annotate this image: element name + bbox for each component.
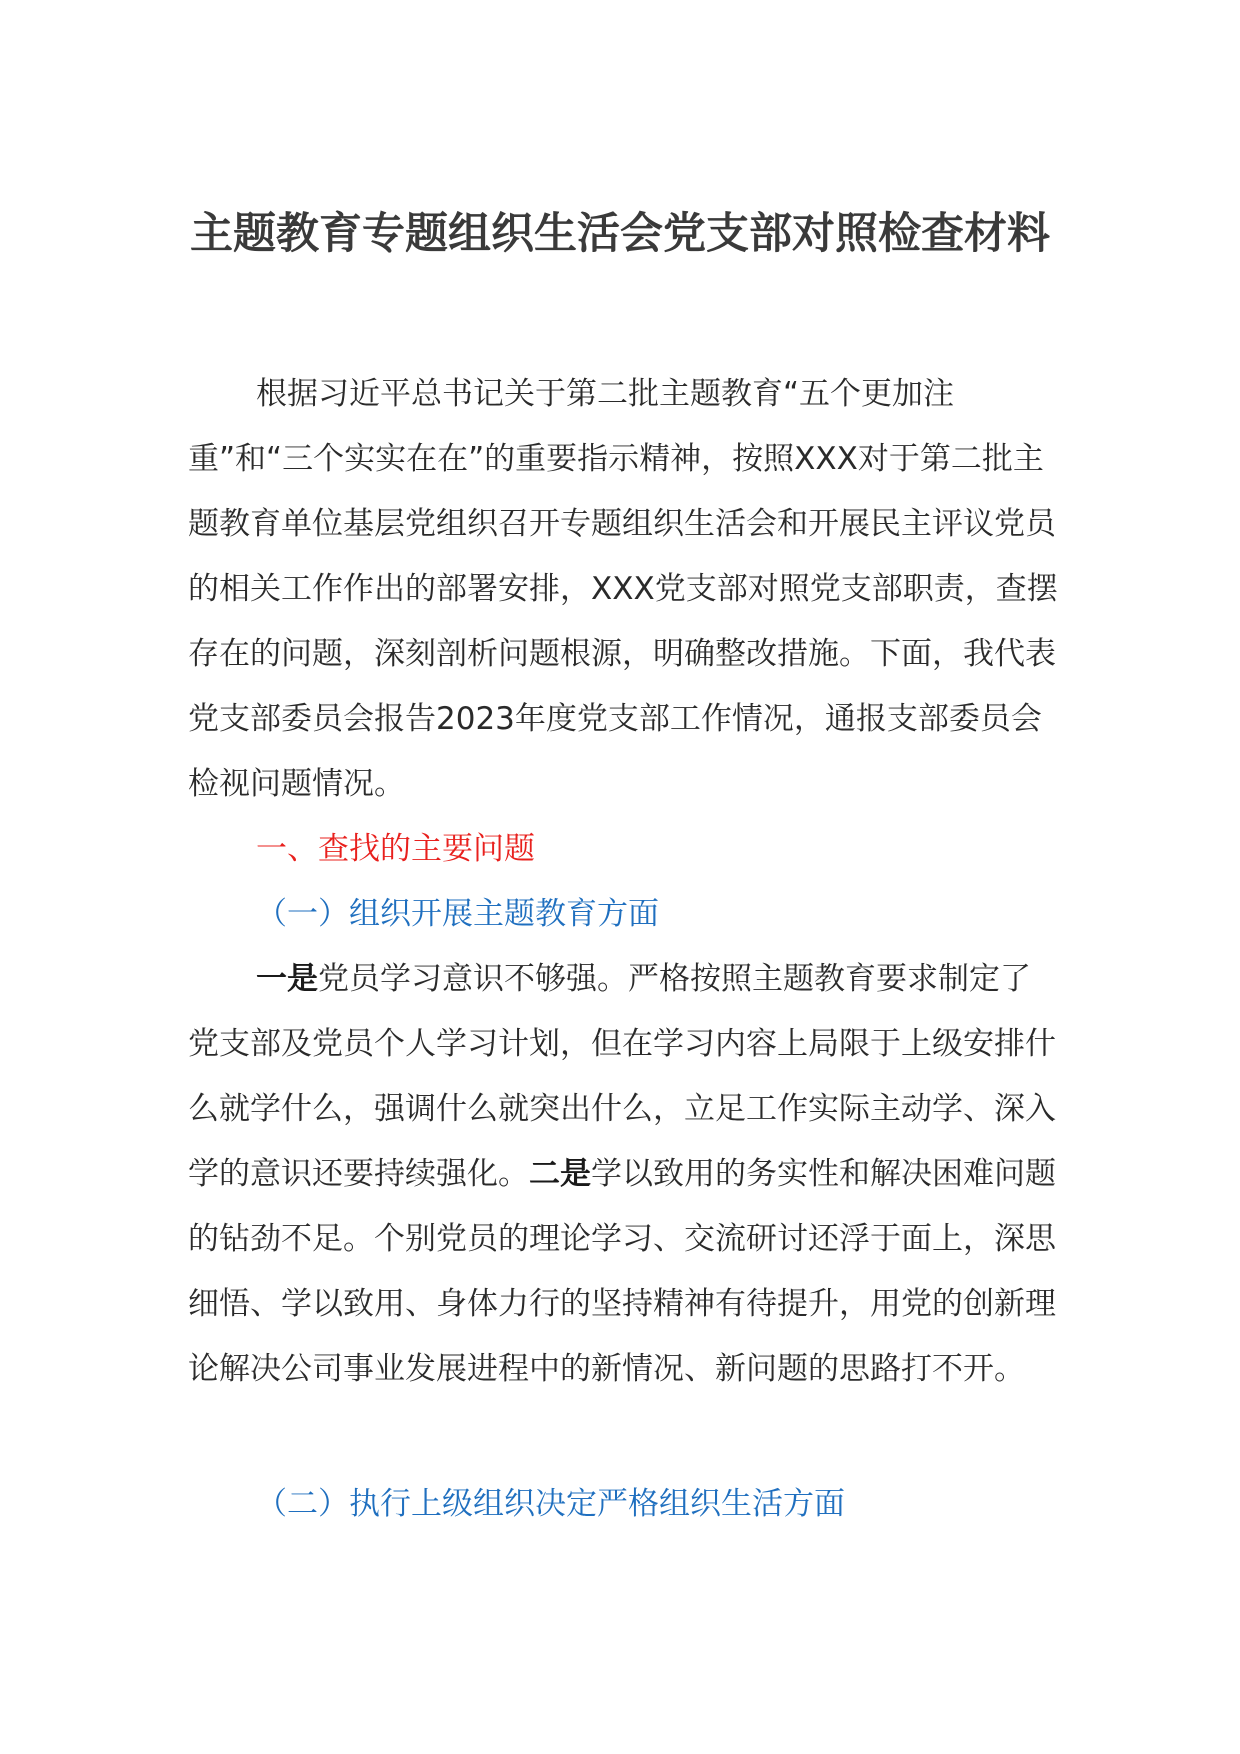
problems-paragraph xyxy=(188,947,1058,1402)
section-heading-main-problems: 一、查找的主要问题 xyxy=(256,831,535,867)
point-label-one: 一是 xyxy=(256,961,318,997)
point-label-two: 二是 xyxy=(529,1156,591,1192)
intro-paragraph: 根据习近平总书记关于第二批主题教育“五个更加注重”和“三个实实在在”的重要指示精神，按照XXX对于第二批主题教育单位基层党组织召开专题组织生活会和开展民主评议党员的相关工作作出的部署安排，XXX党支部对照党支部职责，查摆存在的问题，深刻剖析问题根源，明确整改措施。下面，我代表党支部委员会报告2023年度党支部工作情况，通报支部委员会检视问题情况。 xyxy=(188,376,1058,802)
point-text-two: 学以致用的务实性和解决困难问题的钻劲不足。个别党员的理论学习、交流研讨还浮于面上，深思细悟、学以致用、身体力行的坚持精神有待提升，用党的创新理论解决公司事业发展进程中的新情况、新问题的思路打不开。 xyxy=(188,1156,1056,1387)
subsection-heading-organization-life: （二）执行上级组织决定严格组织生活方面 xyxy=(256,1486,845,1522)
subsection-heading-theme-education: （一）组织开展主题教育方面 xyxy=(256,896,659,932)
point-text-one: 党员学习意识不够强。严格按照主题教育要求制定了党支部及党员个人学习计划，但在学习内容上局限于上级安排什么就学什么，强调什么就突出什么，立足工作实际主动学、深入学的意识还要持续强化。 xyxy=(188,961,1056,1192)
document-title: 主题教育专题组织生活会党支部对照检查材料 xyxy=(190,209,1050,259)
